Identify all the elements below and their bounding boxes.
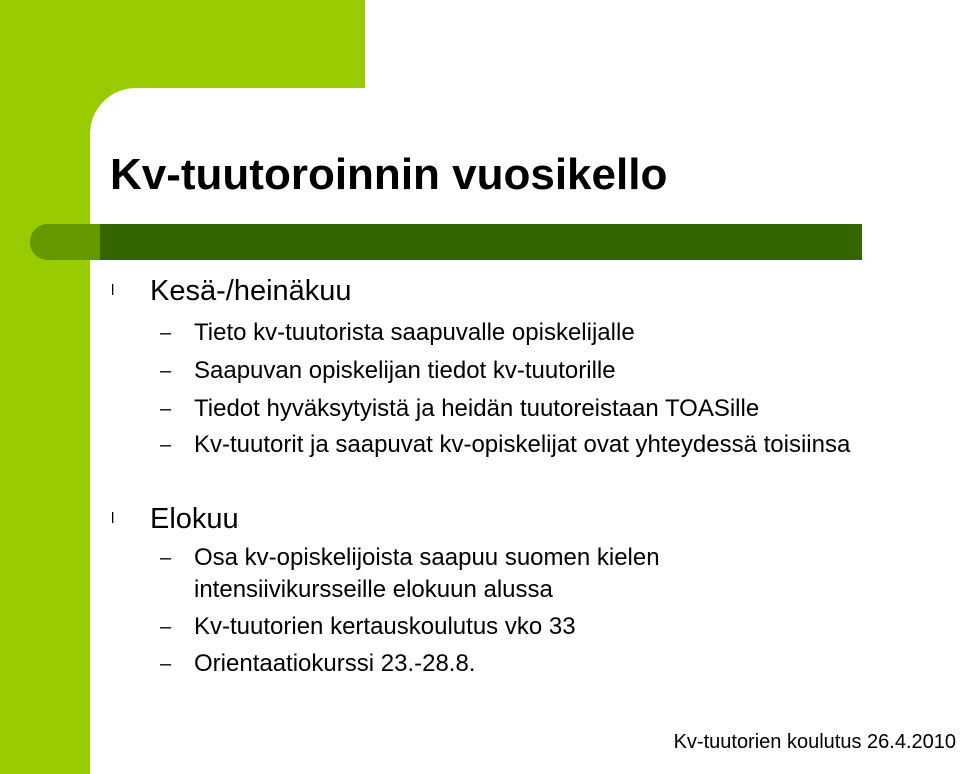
bullet-marker-level2: – [160,322,172,344]
title-underline-bar-cap [30,224,100,260]
slide-footer: Kv-tuutorien koulutus 26.4.2010 [673,731,956,753]
section-heading: Elokuu [150,503,239,535]
list-item: Osa kv-opiskelijoista saapuu suomen kielen intensiivikursseille elokuun alussa [194,544,660,603]
bullet-marker-level2: – [160,653,172,675]
bullet-marker-level2: – [160,434,172,456]
list-item: Tiedot hyväksytyistä ja heidän tuutoreistaan TOASille [194,395,760,422]
list-item: Kv-tuutorit ja saapuvat kv-opiskelijat ovat yhteydessä toisiinsa [194,431,851,458]
section-heading: Kesä-/heinäkuu [150,275,352,307]
slide-title: Kv-tuutoroinnin vuosikello [110,150,668,199]
list-item: Saapuvan opiskelijan tiedot kv-tuutorille [194,357,616,384]
list-item: Kv-tuutorien kertauskoulutus vko 33 [194,613,576,640]
list-item: Tieto kv-tuutorista saapuvalle opiskelijalle [194,319,635,346]
bullet-marker-level1: l [111,510,115,527]
bullet-marker-level2: – [160,616,172,638]
title-underline-bar [30,224,862,260]
list-item: Orientaatiokurssi 23.-28.8. [194,650,476,677]
bullet-marker-level2: – [160,398,172,420]
bullet-marker-level2: – [160,547,172,569]
bullet-marker-level2: – [160,360,172,382]
bullet-marker-level1: l [111,282,115,299]
